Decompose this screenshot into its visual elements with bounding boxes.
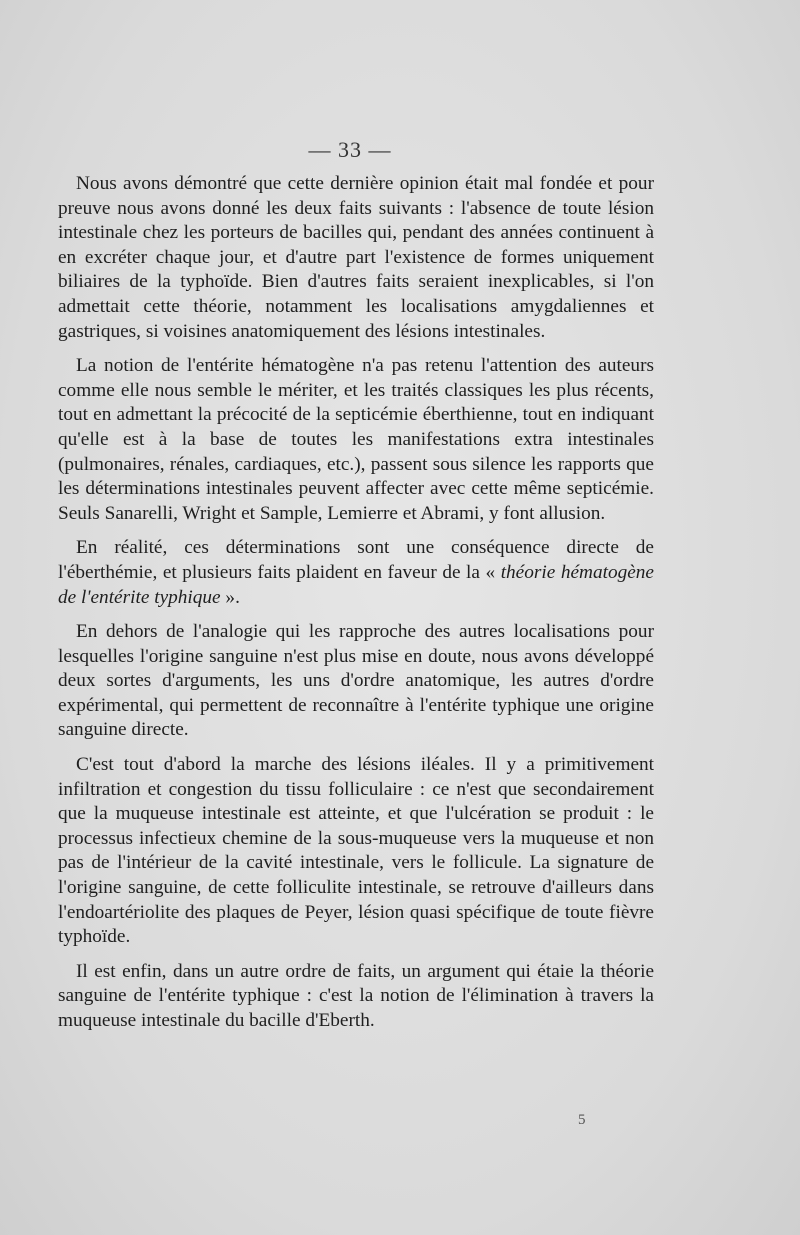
- page-number: — 33 —: [308, 137, 392, 162]
- paragraph-6: Il est enfin, dans un autre ordre de faits, un argument qui étaie la théorie sanguine de l'entérite typhique : c'est la notion de l'élimination à travers la muqueuse intestinale du bacille d'Eberth.: [58, 960, 654, 1031]
- paragraph-5: C'est tout d'abord la marche des lésions iléales. Il y a primitivement infiltration et congestion du tissu folliculaire : ce n'est que secondairement que la muqueuse intestinale est atteinte, et que l'ulcération se produit : le processus infectieux chemine de la sous-muqueuse vers la muqueuse et non pas de l'intérieur de la cavité intestinale, vers le follicule. La signature de l'origine sanguine, de cette folliculite intestinale, se retrouve d'ailleurs dans l'endoartériolite des plaques de Peyer, lésion quasi spécifique de toute fièvre typhoïde.: [58, 754, 654, 948]
- paragraph-3-text-before: En réalité, ces déterminations sont une conséquence directe de l'éberthémie, et plusieurs faits plaident en faveur de la «: [58, 537, 654, 583]
- paragraph-3-italic: théorie hématogène de l'entérite typhique: [58, 561, 654, 608]
- paragraph-1: Nous avons démontré que cette dernière opinion était mal fondée et pour preuve nous avons donné les deux faits suivants : l'absence de toute lésion intestinale chez les porteurs de bacilles qui, pendant des années continuent à en excréter chaque jour, et d'autre part l'existence de formes uniquement biliaires de la typhoïde. Bien d'autres faits seraient inexplicables, si l'on admettait cette théorie, notamment les localisations amygdaliennes et gastriques, si voisines anatomiquement des lésions intestinales.: [58, 173, 654, 342]
- paragraph-2: La notion de l'entérite hématogène n'a pas retenu l'attention des auteurs comme elle nous semble le mériter, et les traités classiques les plus récents, tout en admettant la précocité de la septicémie éberthienne, tout en indiquant qu'elle est à la base de toutes les manifestations extra intestinales (pulmonaires, rénales, cardiaques, etc.), passent sous silence les rapports que les déterminations intestinales peuvent affecter avec cette même septicémie. Seuls Sanarelli, Wright et Sample, Lemierre et Abrami, y font allusion.: [58, 355, 654, 524]
- body-text: [58, 172, 654, 1043]
- paragraph-3-text-after: ».: [220, 586, 240, 608]
- paragraph-4: En dehors de l'analogie qui les rapproche des autres localisations pour lesquelles l'origine sanguine n'est plus mise en doute, nous avons développé deux sortes d'arguments, les uns d'ordre anatomique, les autres d'ordre expérimental, qui permettent de reconnaître à l'entérite typhique une origine sanguine directe.: [58, 621, 654, 741]
- signature-mark: 5: [578, 1112, 586, 1128]
- paragraph-3: [58, 536, 654, 610]
